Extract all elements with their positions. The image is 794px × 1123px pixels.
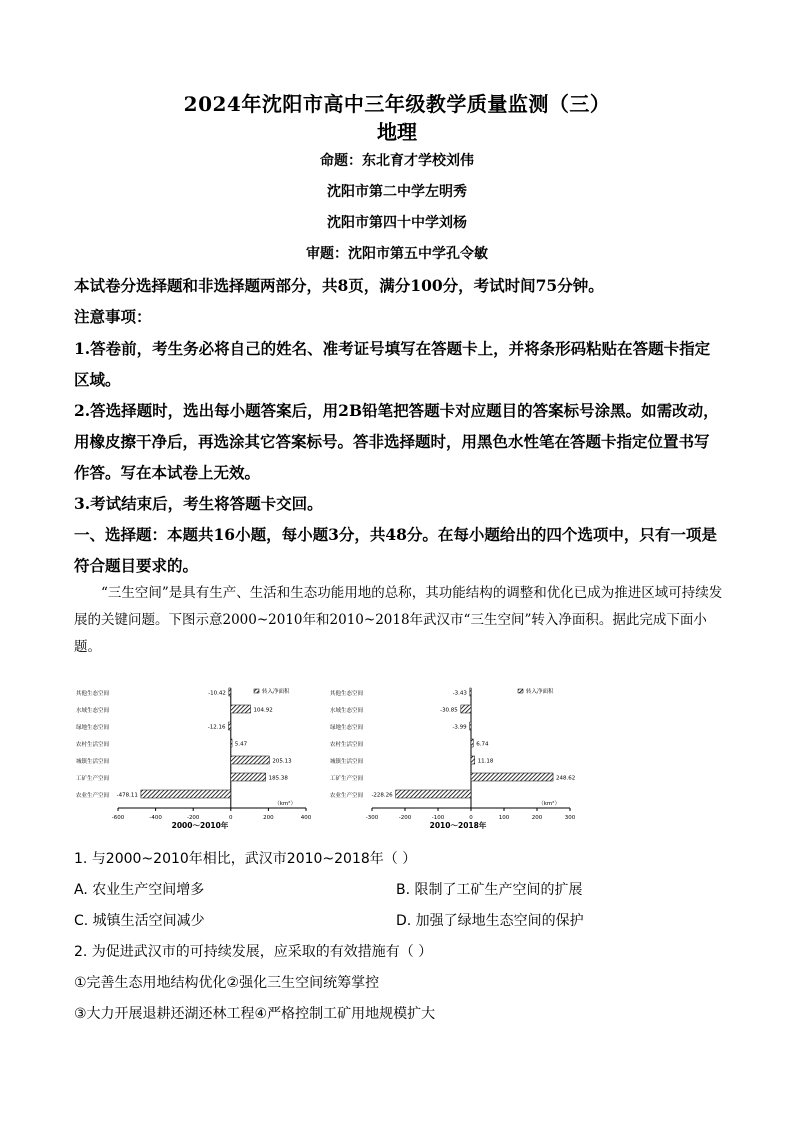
x-tick-label: -200 xyxy=(186,815,200,821)
x-tick-label: 400 xyxy=(300,815,312,821)
category-label: 水域生态空间 xyxy=(330,708,364,714)
page-title: 2024年沈阳市高中三年级教学质量监测（三） xyxy=(183,92,611,116)
category-label: 其他生态空间 xyxy=(76,691,110,697)
q1-option-d[interactable]: D. 加强了绿地生态空间的保护 xyxy=(396,913,584,929)
q2-statement-line: ①完善生态用地结构优化②强化三生空间统筹掌控 xyxy=(74,975,380,991)
q2-statement-line: ③大力开展退耕还湖还林工程④严格控制工矿用地规模扩大 xyxy=(74,1006,436,1022)
x-tick-label: 0 xyxy=(229,815,233,821)
category-label: 农业生产空间 xyxy=(330,793,364,799)
x-tick-label: 100 xyxy=(498,815,510,821)
category-label: 工矿生产空间 xyxy=(76,776,110,782)
q1-option-c[interactable]: C. 城镇生活空间减少 xyxy=(74,913,205,929)
chart-title: 2000～2010年 xyxy=(171,821,229,830)
category-label: 绿地生态空间 xyxy=(330,725,364,731)
note-item: 1.答卷前，考生务必将自己的姓名、准考证号填写在答题卡上，并将条形码粘贴在答题卡指定区域。 xyxy=(74,339,711,389)
section-heading: 一、选择题：本题共16小题，每小题3分，共48分。在每小题给出的四个选项中，只有一项是符合题目要求的。 xyxy=(74,525,717,575)
note-item: 3.考试结束后，考生将答题卡交回。 xyxy=(74,494,323,513)
author-line: 沈阳市第二中学左明秀 xyxy=(327,184,467,200)
q1-option-a[interactable]: A. 农业生产空间增多 xyxy=(74,882,205,898)
passage-text: “三生空间”是具有生产、生活和生态功能用地的总称，其功能结构的调整和优化已成为推进区域可持续发展的关键问题。下图示意2000~2010年和2010~2018年武汉市“三生空间”转入净面积。据此完成下面小题。 xyxy=(74,585,723,655)
category-label: 农业生产空间 xyxy=(76,793,110,799)
chart-title: 2010～2018年 xyxy=(429,821,487,830)
data-label: -478.11 xyxy=(116,792,138,799)
author-line: 命题：东北育才学校刘伟 xyxy=(320,153,474,169)
x-tick-label: -100 xyxy=(431,815,445,821)
note-item: 2.答选择题时，选出每小题答案后，用2B铅笔把答题卡对应题目的答案标号涂黑。如需改动，用橡皮擦干净后，再选涂其它答案标号。答非选择题时，用黑色水性笔在答题卡指定位置书写作答。写在本试卷上无效。 xyxy=(74,401,719,482)
bar xyxy=(231,739,232,747)
data-label: 185.38 xyxy=(268,775,288,782)
category-label: 农村生活空间 xyxy=(330,742,364,748)
category-label: 城镇生活空间 xyxy=(330,759,364,765)
x-tick-label: -600 xyxy=(111,815,125,821)
data-label: -30.85 xyxy=(440,707,458,714)
data-label: 6.74 xyxy=(476,741,489,748)
data-label: -10.42 xyxy=(208,690,226,697)
x-tick-label: 200 xyxy=(263,815,274,821)
data-label: -12.16 xyxy=(207,724,226,731)
category-label: 绿地生态空间 xyxy=(76,725,110,731)
legend-label: 转入净面积 xyxy=(526,689,554,695)
unit-label: （km²） xyxy=(274,801,296,807)
reviewer-line: 审题：沈阳市第五中学孔令敏 xyxy=(306,246,488,262)
bar xyxy=(470,688,471,696)
bar xyxy=(471,773,553,781)
data-label: -3.43 xyxy=(452,690,467,697)
data-label: 104.92 xyxy=(253,707,273,714)
bar xyxy=(231,773,266,781)
data-label: -228.26 xyxy=(371,792,393,799)
data-label: 205.13 xyxy=(272,758,292,765)
bar xyxy=(471,739,473,747)
legend-label: 转入净面积 xyxy=(262,689,290,695)
bar xyxy=(231,705,251,713)
chart-2010-2018 xyxy=(328,680,590,835)
category-label: 水域生态空间 xyxy=(76,708,110,714)
x-tick-label: -300 xyxy=(365,815,379,821)
bar xyxy=(471,756,475,764)
category-label: 工矿生产空间 xyxy=(330,776,364,782)
bar xyxy=(229,722,231,730)
bar xyxy=(141,790,231,798)
unit-label: （km²） xyxy=(538,801,560,807)
author-line: 沈阳市第四十中学刘杨 xyxy=(327,215,467,231)
intro-text: 本试卷分选择题和非选择题两部分，共8页，满分100分，考试时间75分钟。 xyxy=(74,276,604,295)
data-label: 5.47 xyxy=(234,741,248,748)
bar xyxy=(229,688,231,696)
bar xyxy=(396,790,471,798)
bar xyxy=(461,705,471,713)
category-label: 城镇生活空间 xyxy=(76,759,110,765)
bar xyxy=(231,756,270,764)
x-tick-label: 200 xyxy=(531,815,543,821)
x-tick-label: -400 xyxy=(149,815,162,821)
question-1-stem: 1. 与2000~2010年相比，武汉市2010~2018年（ ） xyxy=(74,851,417,867)
category-label: 农村生活空间 xyxy=(76,742,110,748)
chart-2000-2010 xyxy=(74,680,324,835)
x-tick-label: -200 xyxy=(398,815,412,821)
subject-title: 地理 xyxy=(377,120,417,144)
x-tick-label: 300 xyxy=(564,815,576,821)
legend-swatch xyxy=(254,689,259,693)
notes-heading: 注意事项： xyxy=(74,307,152,326)
data-label: 248.62 xyxy=(556,775,576,782)
data-label: 11.18 xyxy=(477,758,494,765)
category-label: 其他生态空间 xyxy=(330,691,364,697)
x-tick-label: 0 xyxy=(469,815,473,821)
question-2-stem: 2. 为促进武汉市的可持续发展，应采取的有效措施有（ ） xyxy=(74,944,433,960)
data-label: -3.99 xyxy=(452,724,467,731)
q1-option-b[interactable]: B. 限制了工矿生产空间的扩展 xyxy=(396,882,583,898)
legend-swatch xyxy=(518,689,523,693)
bar xyxy=(470,722,471,730)
